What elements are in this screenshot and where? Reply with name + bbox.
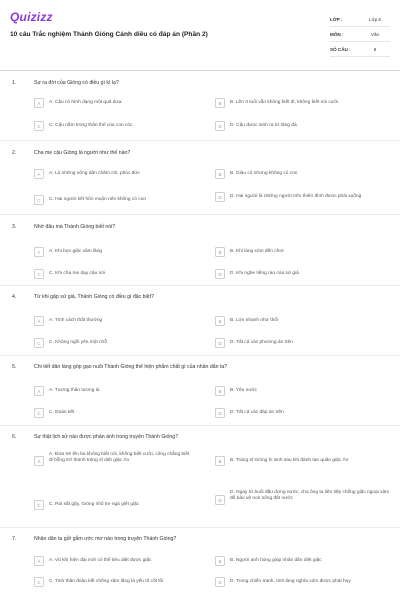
option-d[interactable]	[215, 192, 395, 202]
option-b[interactable]	[215, 169, 395, 179]
option-d[interactable]	[215, 408, 395, 418]
meta-label: LỚP :	[330, 16, 343, 22]
option-text: B. Yêu nước	[230, 388, 258, 393]
option-d[interactable]	[215, 338, 395, 348]
option-b[interactable]	[215, 456, 395, 466]
option-c[interactable]	[34, 408, 194, 418]
option-text: A. Khi bọn giặc xâm lăng	[49, 249, 103, 254]
option-letter-badge: B	[215, 556, 225, 566]
option-letter-badge: C	[34, 500, 44, 510]
question-divider	[0, 527, 400, 528]
option-letter-badge: D	[215, 269, 225, 279]
option-c[interactable]	[34, 338, 194, 348]
option-letter-badge: B	[215, 316, 225, 326]
option-text: D. Hai người là những người trên thiên đình được phái xuống	[230, 194, 362, 199]
page-header	[0, 0, 400, 62]
option-a[interactable]	[34, 98, 194, 108]
option-b[interactable]	[215, 386, 395, 396]
option-letter-badge: D	[215, 338, 225, 348]
option-letter-badge: D	[215, 577, 225, 587]
option-text: B. Lớn nhanh như thổi	[230, 318, 278, 323]
option-text: A. Đứa trẻ lên ba không biết nói, không biết cười, cũng chẳng biết đi bỗng trở thành tráng sĩ diệt giặc Ân	[49, 452, 190, 463]
option-letter-badge: C	[34, 577, 44, 587]
question-divider	[0, 285, 400, 286]
question-text: Sự thật lịch sử nào được phản ánh trong truyện Thánh Gióng?	[34, 434, 179, 440]
option-d[interactable]	[215, 269, 395, 279]
option-letter-badge: A	[34, 316, 44, 326]
option-letter-badge: D	[215, 408, 225, 418]
question-divider	[0, 355, 400, 356]
option-text: C. Không ngồi yên một chỗ	[49, 340, 107, 345]
option-letter-badge: A	[34, 386, 44, 396]
option-text: D. Trong chiến tranh, tình làng nghĩa xóm được phát huy	[230, 579, 351, 584]
question-text: Sự ra đời của Gióng có điều gì kì lạ?	[34, 80, 119, 86]
meta-value: 9	[373, 46, 377, 52]
question-divider	[0, 140, 400, 141]
option-text: A. Tương thân tương ái	[49, 388, 100, 393]
option-text: B. Lên 3 tuổi vẫn không biết đi, không biết nói cười.	[230, 100, 340, 105]
option-letter-badge: C	[34, 195, 44, 205]
option-text: B. Người anh hùng giúp nhân dân diệt giặc	[230, 558, 322, 563]
option-a[interactable]	[34, 386, 194, 396]
option-text: C. Tinh thần đoàn kết chống xâm lăng là yếu tố cốt lõi	[49, 579, 164, 584]
question-text: Chi tiết dân làng góp gạo nuôi Thánh Gióng thể hiện phẩm chất gì của nhân dân ta?	[34, 364, 228, 370]
option-b[interactable]	[215, 98, 395, 108]
option-d[interactable]	[215, 577, 395, 587]
option-a[interactable]	[34, 247, 194, 257]
option-text: C. Đoàn kết	[49, 410, 75, 415]
question-text: Nhân dân ta gửi gắm ước mơ nào trong truyện Thánh Gióng?	[34, 536, 177, 542]
question-number: 4.	[12, 294, 17, 300]
option-letter-badge: A	[34, 247, 44, 257]
option-a[interactable]	[34, 169, 194, 179]
option-c[interactable]	[34, 195, 194, 205]
option-letter-badge: C	[34, 338, 44, 348]
option-text: C. Khi cha mẹ dạy cậu nói	[49, 271, 105, 276]
page-title: 10 câu Trắc nghiệm Thánh Gióng Cánh diều có đáp án (Phần 2)	[10, 31, 208, 38]
option-text: C. Cậu nằm trong thân thể của con cóc.	[49, 123, 134, 128]
option-text: D. Khi nghe tiếng rao của sứ giả	[230, 271, 299, 276]
question-text: Cha mẹ cậu Gióng là người như thế nào?	[34, 150, 131, 156]
option-c[interactable]	[34, 121, 194, 131]
option-text: D. Cậu được sinh ra từ tăng đá.	[230, 123, 298, 128]
option-letter-badge: C	[34, 408, 44, 418]
option-d[interactable]	[215, 121, 395, 131]
option-d[interactable]	[215, 490, 395, 505]
question-divider	[0, 214, 400, 215]
option-letter-badge: D	[215, 495, 225, 505]
meta-value: Lớp 6	[369, 16, 381, 22]
option-b[interactable]	[215, 556, 395, 566]
question-number: 3.	[12, 224, 17, 230]
meta-row-grade	[330, 12, 390, 27]
question-number: 5.	[12, 364, 17, 370]
option-text: A. Tính cách thất thường	[49, 318, 103, 323]
option-text: B. Tráng sĩ Gióng hi sinh sau khi đánh tan quân giặc Ân	[230, 458, 349, 463]
question-text: Từ khi gặp sứ giả, Thánh Gióng có điều gì đặc biệt?	[34, 294, 154, 300]
option-c[interactable]	[34, 577, 194, 587]
option-a[interactable]	[34, 556, 194, 566]
question-text: Nhờ đâu mà Thánh Gióng biết nói?	[34, 224, 116, 230]
option-text: B. Giàu có nhưng không có con	[230, 171, 298, 176]
option-text: C. Roi sắt gãy, Gióng nhổ tre ngà giết giặc	[49, 502, 140, 507]
meta-value: Văn	[370, 31, 380, 37]
option-letter-badge: B	[215, 98, 225, 108]
header-divider	[0, 70, 400, 71]
option-text: A. Vũ khí hiện đại mới có thể tiêu diệt được giặc	[49, 558, 152, 563]
option-letter-badge: D	[215, 192, 225, 202]
option-letter-badge: B	[215, 386, 225, 396]
meta-label: SỐ CÂU :	[330, 46, 351, 52]
option-letter-badge: A	[34, 456, 44, 466]
option-letter-badge: B	[215, 247, 225, 257]
option-letter-badge: C	[34, 269, 44, 279]
option-letter-badge: A	[34, 98, 44, 108]
question-number: 7.	[12, 536, 17, 542]
option-c[interactable]	[34, 269, 194, 279]
question-number: 1.	[12, 80, 17, 86]
quiz-meta-box	[330, 12, 390, 57]
option-text: A. Là những nông dân chăm chỉ, phúc đức	[49, 171, 140, 176]
option-c[interactable]	[34, 500, 194, 510]
question-number: 2.	[12, 150, 17, 156]
question-divider	[0, 425, 400, 426]
option-letter-badge: B	[215, 456, 225, 466]
meta-row-question-count	[330, 42, 390, 57]
option-text: D. Tất cả các đáp án trên	[230, 410, 284, 415]
option-text: A. Cậu có hình dạng một quả dưa.	[49, 100, 123, 105]
option-text: D. Tất cả các phương án trên	[230, 340, 293, 345]
option-text: D. Ngay từ buổi đầu dựng nước, cha ông ta liên tiếp chống giặc ngoại xâm để bảo vệ non sông đất nước	[230, 490, 390, 501]
option-letter-badge: A	[34, 169, 44, 179]
option-letter-badge: D	[215, 121, 225, 131]
question-number: 6.	[12, 434, 17, 440]
option-b[interactable]	[215, 316, 395, 326]
meta-label: MÔN :	[330, 31, 344, 37]
option-a[interactable]	[34, 316, 194, 326]
option-text: B. Khi làng xóm đến chơi	[230, 249, 284, 254]
meta-row-subject	[330, 27, 390, 42]
quizizz-logo[interactable]: Quizizz	[10, 10, 53, 24]
option-a[interactable]	[34, 452, 194, 466]
option-letter-badge: A	[34, 556, 44, 566]
option-letter-badge: B	[215, 169, 225, 179]
option-letter-badge: C	[34, 121, 44, 131]
option-b[interactable]	[215, 247, 395, 257]
option-text: C. Hai người kết hôn muộn nên không có con	[49, 197, 147, 202]
